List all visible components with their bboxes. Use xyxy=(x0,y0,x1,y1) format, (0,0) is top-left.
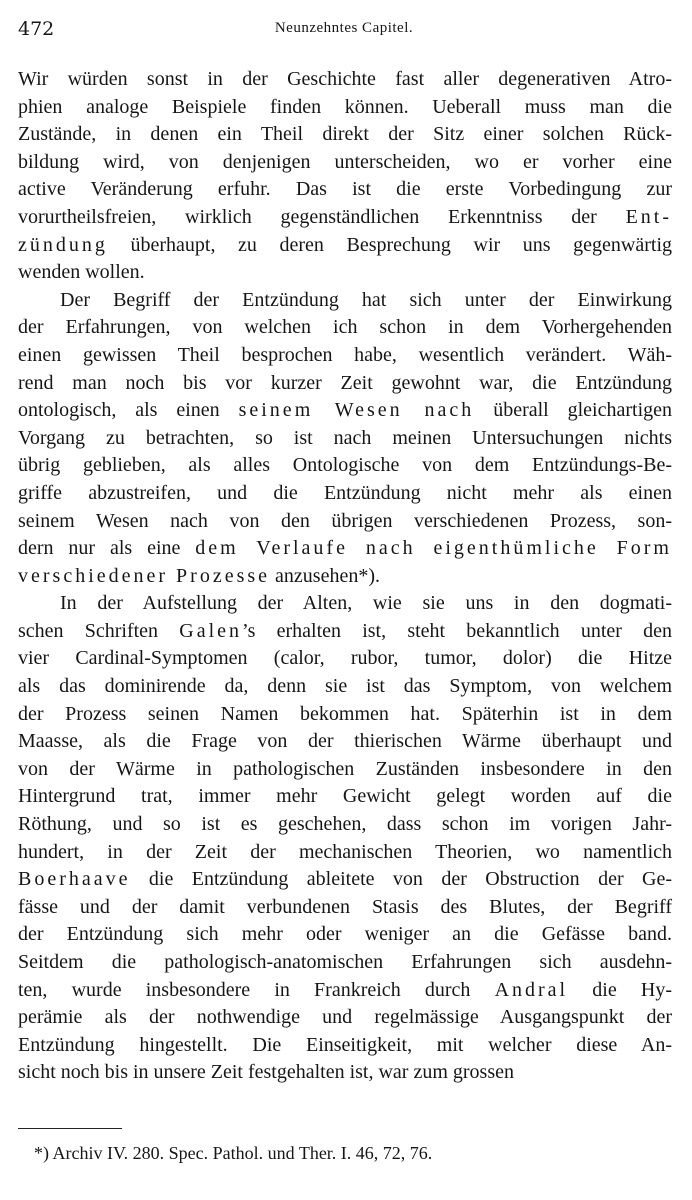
text-line xyxy=(18,949,672,977)
text-segment: als das dominirende da, denn sie ist das Symptom, von welchem xyxy=(18,675,672,698)
text-segment: dern nur als eine xyxy=(18,537,196,560)
text-line xyxy=(18,839,672,867)
page-number: 472 xyxy=(18,18,55,40)
text-line xyxy=(18,866,672,894)
text-line xyxy=(18,811,672,839)
footnote-rule xyxy=(18,1128,122,1129)
text-line xyxy=(18,728,672,756)
text-segment: vier Cardinal-Symptomen (calor, rubor, tumor, dolor) die Hitze xyxy=(18,647,672,670)
text-line xyxy=(18,204,672,232)
text-segment: Hintergrund trat, immer mehr Gewicht gelegt worden auf die xyxy=(18,785,672,808)
text-segment: der Erfahrungen, von welchen ich schon in dem Vorhergehenden xyxy=(18,316,672,339)
text-line xyxy=(18,452,672,480)
text-segment: einen gewissen Theil besprochen habe, wesentlich verändert. Wäh- xyxy=(18,343,672,366)
text-line xyxy=(18,121,672,149)
text-line xyxy=(18,480,672,508)
text-segment: bildung wird, von denjenigen unterscheiden, wo er vorher eine xyxy=(18,150,672,173)
paragraph xyxy=(18,590,672,1087)
text-segment: die Entzündung ableitete von der Obstruction der Ge- xyxy=(130,868,672,891)
paragraph xyxy=(18,287,672,591)
text-line xyxy=(18,535,672,563)
text-line xyxy=(18,1059,672,1087)
text-line xyxy=(18,590,672,618)
text-segment: seinem Wesen nach von den übrigen verschiedenen Prozess, son- xyxy=(18,509,672,532)
text-segment: der Entzündung sich mehr oder weniger an die Gefässe band. xyxy=(18,923,672,946)
text-line xyxy=(18,66,672,94)
text-segment: active Veränderung erfuhr. Das ist die erste Vorbedingung zur xyxy=(18,178,672,201)
text-segment: übrig geblieben, als alles Ontologische von dem Entzündungs-Be- xyxy=(18,454,672,477)
text-segment: In der Aufstellung der Alten, wie sie uns in den dogmati- xyxy=(60,592,672,615)
text-segment: Wir würden sonst in der Geschichte fast aller degenerativen Atro- xyxy=(18,68,672,90)
text-segment: Maasse, als die Frage von der thierischen Wärme überhaupt und xyxy=(18,730,672,753)
text-segment: ontologisch, als einen xyxy=(18,399,239,422)
text-segment: hundert, in der Zeit der mechanischen Theorien, wo namentlich xyxy=(18,840,672,863)
text-segment: schen Schriften xyxy=(18,619,180,642)
text-segment: fässe und der damit verbundenen Stasis des Blutes, der Begriff xyxy=(18,895,672,918)
spaced-emphasis: Galen xyxy=(179,619,243,642)
page-header xyxy=(18,18,670,48)
text-line xyxy=(18,673,672,701)
text-line xyxy=(18,756,672,784)
text-segment: perämie als der nothwendige und regelmässige Ausgangspunkt der xyxy=(18,1006,672,1029)
body-text xyxy=(18,66,672,1087)
text-segment: überall gleichartigen xyxy=(474,399,673,422)
spaced-emphasis: zündung xyxy=(18,233,108,256)
text-line xyxy=(18,618,672,646)
text-segment: die Hy- xyxy=(568,978,672,1001)
spaced-emphasis: Ent- xyxy=(625,205,672,228)
text-line xyxy=(18,149,672,177)
text-line xyxy=(18,397,672,425)
text-line xyxy=(18,342,672,370)
spaced-emphasis: dem Verlaufe nach eigenthümliche Form xyxy=(195,537,672,560)
text-segment: der Prozess seinen Namen bekommen hat. Späterhin ist in dem xyxy=(18,702,672,725)
text-segment: Entzündung hingestellt. Die Einseitigkeit, mit welcher diese An- xyxy=(18,1033,672,1056)
text-segment: griffe abzustreifen, und die Entzündung nicht mehr als einen xyxy=(18,481,672,504)
text-line xyxy=(18,425,672,453)
spaced-emphasis: Andral xyxy=(494,978,569,1001)
text-segment: wenden wollen. xyxy=(18,261,145,284)
text-segment: überhaupt, zu deren Besprechung wir uns gegenwärtig xyxy=(107,233,672,256)
text-line xyxy=(18,176,672,204)
text-line xyxy=(18,94,672,122)
text-segment: Vorgang zu betrachten, so ist nach meinen Untersuchungen nichts xyxy=(18,426,672,449)
text-segment: Röthung, und so ist es geschehen, dass schon im vorigen Jahr- xyxy=(18,813,672,836)
text-line xyxy=(18,1032,672,1060)
running-head: Neunzehntes Capitel. xyxy=(274,20,414,36)
text-line xyxy=(18,563,672,591)
text-segment: vorurtheilsfreien, wirklich gegenständlichen Erkenntniss der xyxy=(18,205,626,228)
text-line xyxy=(18,232,672,260)
spaced-emphasis: seinem Wesen nach xyxy=(238,399,475,422)
text-line xyxy=(18,314,672,342)
spaced-emphasis: verschiedener Prozesse xyxy=(18,564,271,587)
text-segment: Der Begriff der Entzündung hat sich unter der Einwirkung xyxy=(60,288,672,311)
footnote: *) Archiv IV. 280. Spec. Pathol. und Ther. I. 46, 72, 76. xyxy=(34,1143,433,1163)
spaced-emphasis: Boerhaave xyxy=(18,868,131,891)
text-line xyxy=(18,783,672,811)
text-line xyxy=(18,370,672,398)
text-segment: ’s erhalten ist, steht bekanntlich unter den xyxy=(242,619,672,642)
paragraph xyxy=(18,66,672,287)
text-line xyxy=(18,287,672,315)
text-line xyxy=(18,701,672,729)
text-line xyxy=(18,1004,672,1032)
text-line xyxy=(18,977,672,1005)
text-line xyxy=(18,645,672,673)
text-segment: anzusehen*). xyxy=(270,564,380,587)
text-line xyxy=(18,259,672,287)
text-line xyxy=(18,921,672,949)
text-segment: sicht noch bis in unsere Zeit festgehalten ist, war zum grossen xyxy=(18,1061,514,1084)
text-segment: von der Wärme in pathologischen Zuständen insbesondere in den xyxy=(18,757,672,780)
text-segment: ten, wurde insbesondere in Frankreich durch xyxy=(18,978,495,1001)
text-segment: phien analoge Beispiele finden können. Ueberall muss man die xyxy=(18,95,672,118)
text-line xyxy=(18,508,672,536)
text-segment: rend man noch bis vor kurzer Zeit gewohnt war, die Entzündung xyxy=(18,371,672,394)
text-segment: Zustände, in denen ein Theil direkt der Sitz einer solchen Rück- xyxy=(18,123,672,146)
text-line xyxy=(18,894,672,922)
text-segment: Seitdem die pathologisch-anatomischen Erfahrungen sich ausdehn- xyxy=(18,951,672,973)
